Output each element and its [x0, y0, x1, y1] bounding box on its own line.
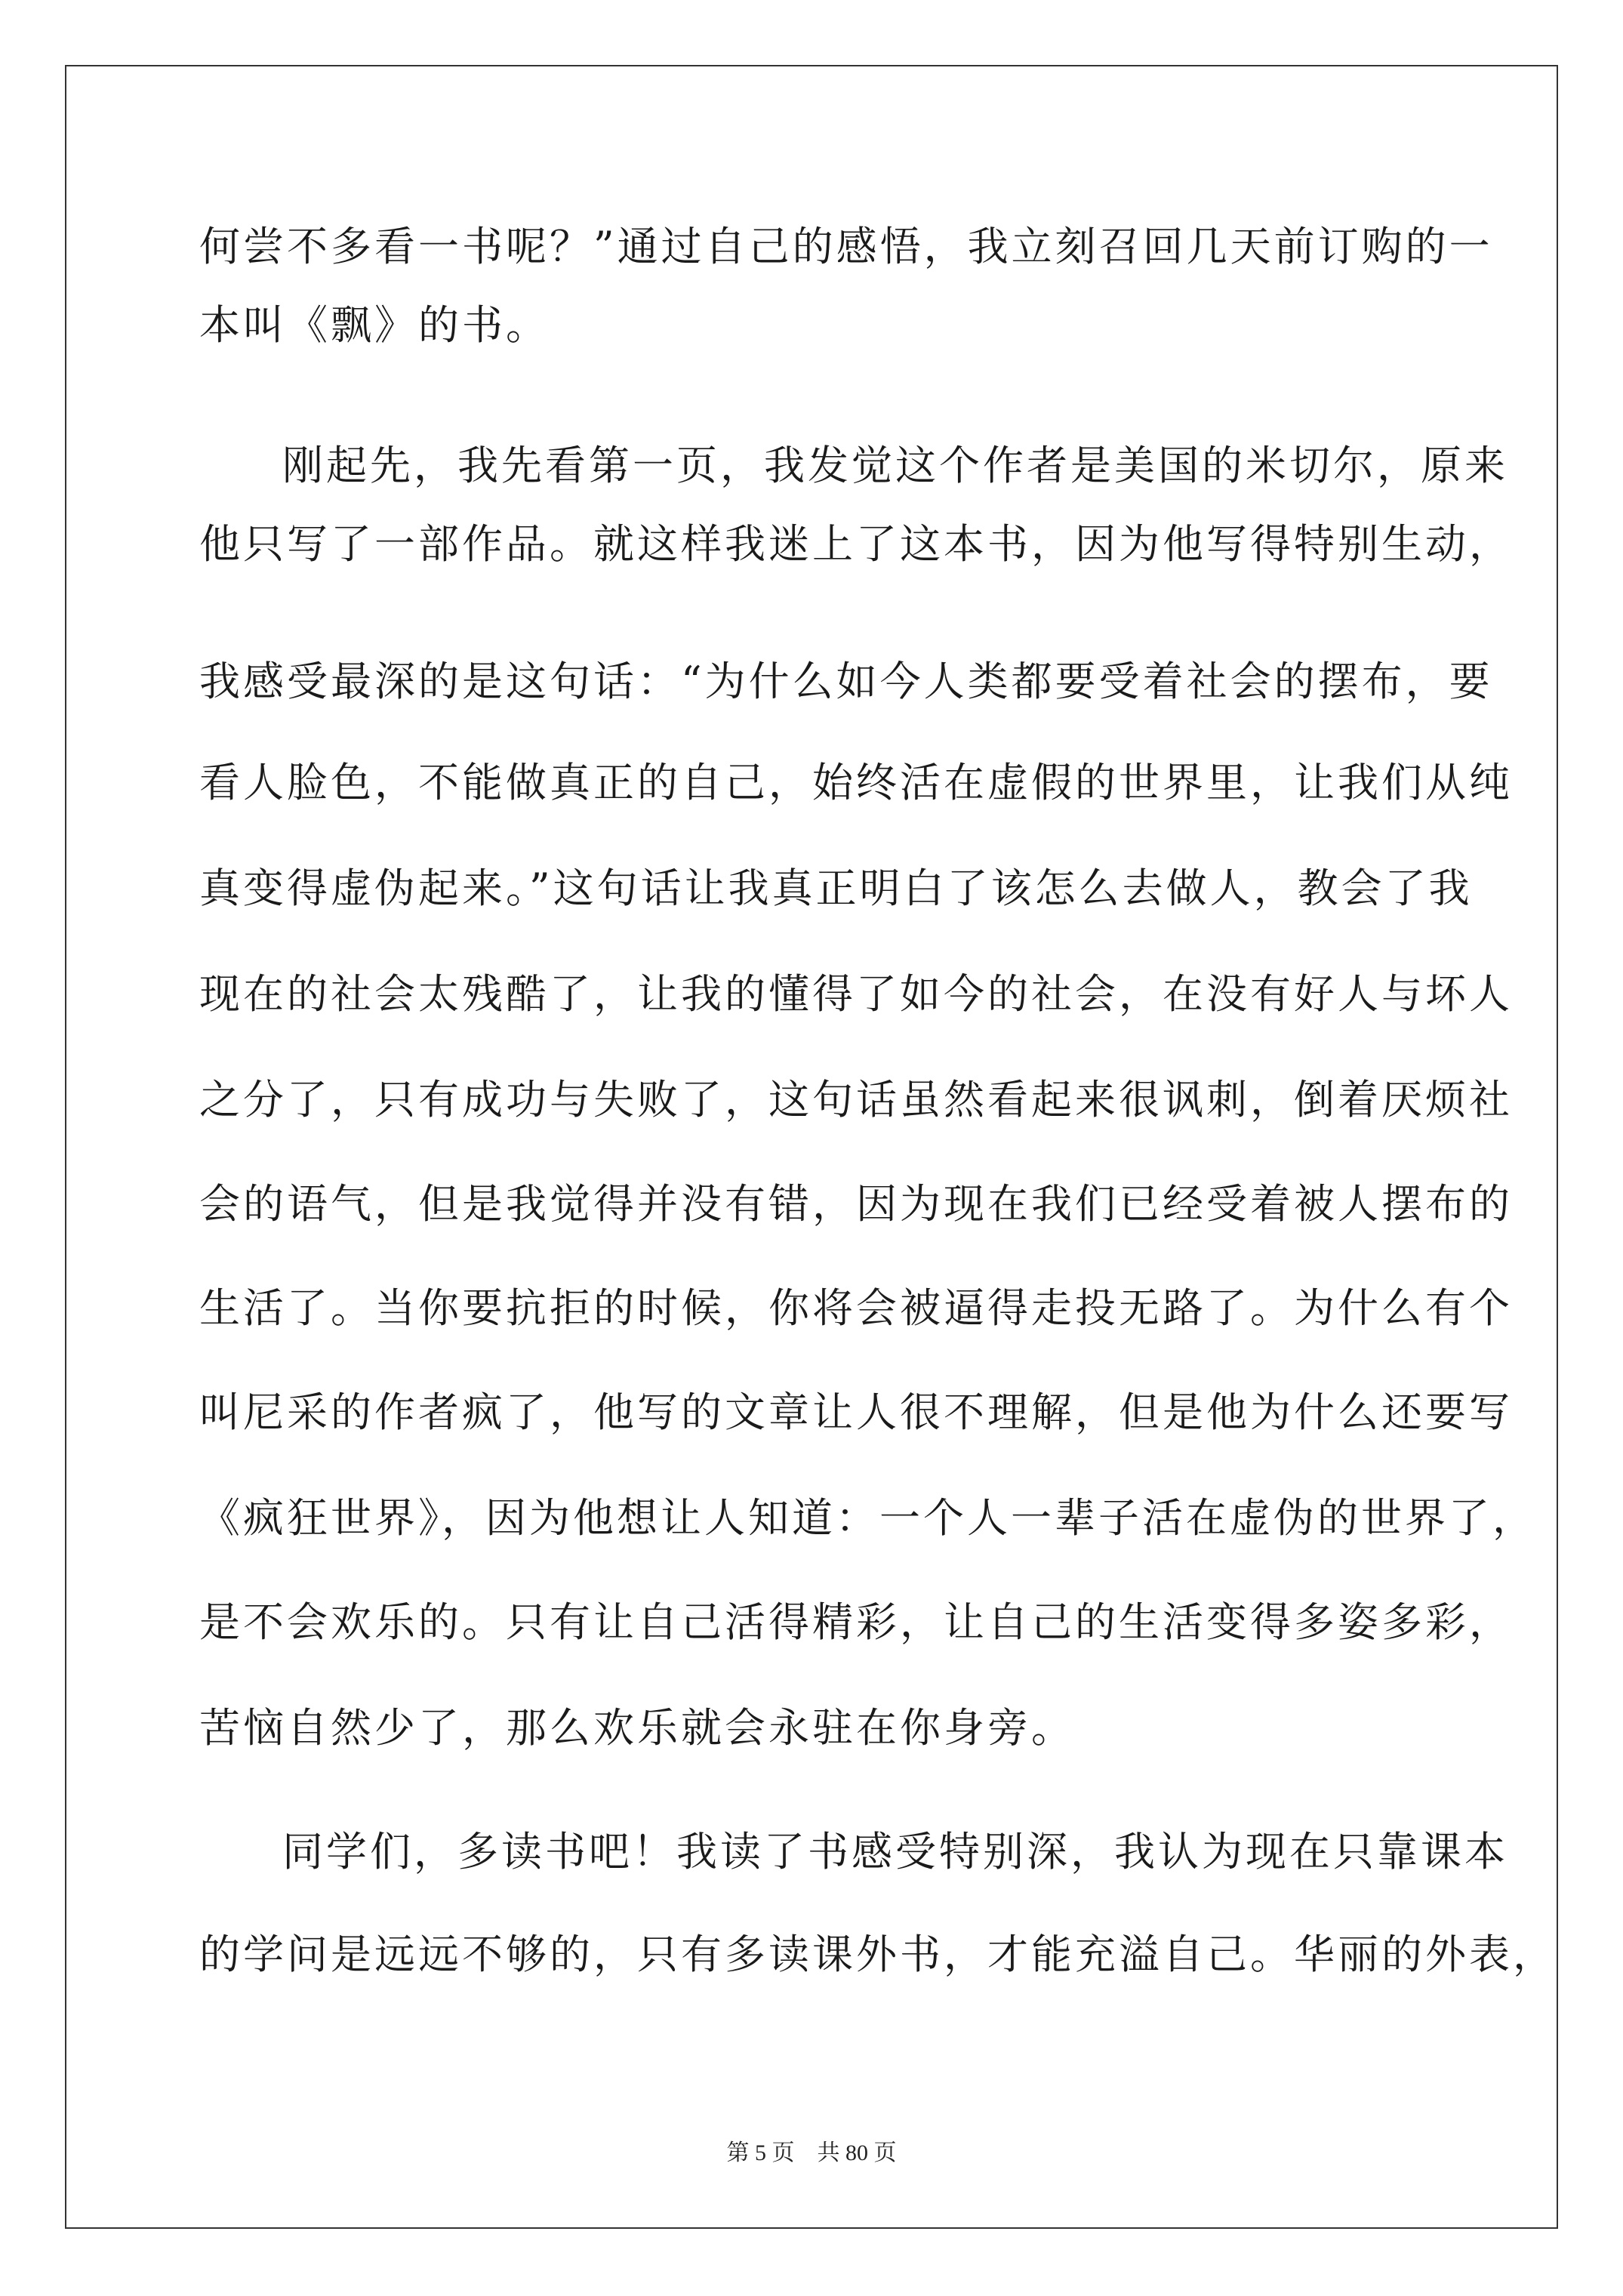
text-line: 他只写了一部作品。就这样我迷上了这本书，因为他写得特别生动，: [199, 520, 1513, 568]
paragraph-start-line: 刚起先，我先看第一页，我发觉这个作者是美国的米切尔，原来: [282, 442, 1508, 489]
text-line: 之分了，只有成功与失败了，这句话虽然看起来很讽刺，倒着厌烦社: [199, 1076, 1513, 1123]
text-line: 苦恼自然少了，那么欢乐就会永驻在你身旁。: [199, 1704, 1075, 1752]
text-line: 是不会欢乐的。只有让自己活得精彩，让自己的生活变得多姿多彩，: [199, 1598, 1513, 1646]
page-number: 第 5 页: [726, 2140, 795, 2165]
text-line: 何尝不多看一书呢？”通过自己的感悟，我立刻召回几天前订购的一: [199, 223, 1493, 270]
text-line: 我感受最深的是这句话：“为什么如今人类都要受着社会的摆布，要: [199, 658, 1493, 705]
page-footer: [0, 2134, 1623, 2167]
text-line: 看人脸色，不能做真正的自己，始终活在虚假的世界里，让我们从纯: [199, 759, 1513, 806]
text-line: 叫尼采的作者疯了，他写的文章让人很不理解，但是他为什么还要写: [199, 1388, 1513, 1436]
paragraph-start-line: 同学们，多读书吧！我读了书感受特别深，我认为现在只靠课本: [282, 1828, 1508, 1875]
page-total: 共 80 页: [817, 2140, 897, 2165]
text-line: 现在的社会太残酷了，让我的懂得了如今的社会，在没有好人与坏人: [199, 970, 1513, 1018]
page-border: [65, 65, 1558, 2229]
text-line: 《疯狂世界》，因为他想让人知道：一个人一辈子活在虚伪的世界了，: [199, 1494, 1536, 1542]
text-line: 会的语气，但是我觉得并没有错，因为现在我们已经受着被人摆布的: [199, 1180, 1513, 1228]
text-line: 生活了。当你要抗拒的时候，你将会被逼得走投无路了。为什么有个: [199, 1284, 1513, 1332]
text-line: 真变得虚伪起来。”这句话让我真正明白了该怎么去做人，教会了我: [199, 864, 1473, 912]
text-line: 本叫《飘》的书。: [199, 301, 550, 349]
text-line: 的学问是远远不够的，只有多读课外书，才能充溢自己。华丽的外表，: [199, 1931, 1557, 1978]
